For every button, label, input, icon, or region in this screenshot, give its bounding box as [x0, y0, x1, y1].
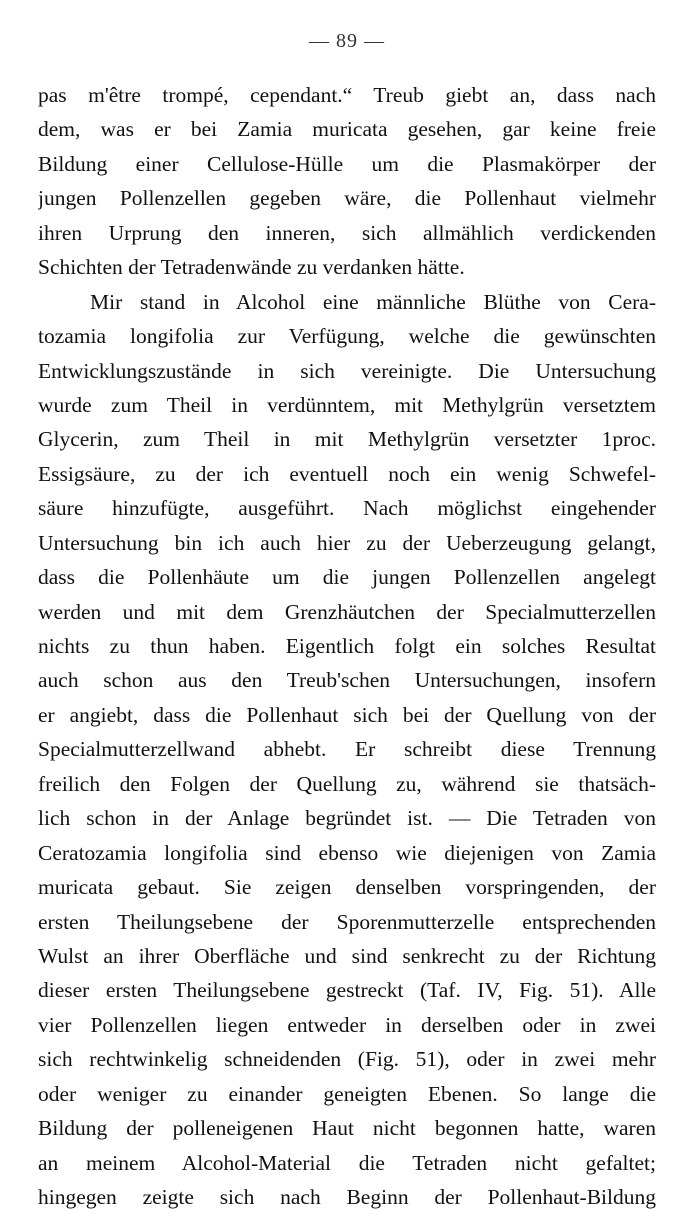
text-line: Bildung der polleneigenen Haut nicht begonnen hatte, waren	[38, 1116, 656, 1141]
text-line: jungen Pollenzellen gegeben wäre, die Pollenhaut vielmehr	[38, 186, 656, 211]
text-line: Specialmutterzellwand abhebt. Er schreibt diese Trennung	[38, 737, 656, 762]
text-line: tozamia longifolia zur Verfügung, welche die gewünschten	[38, 324, 656, 349]
text-line: Entwicklungszustände in sich vereinigte. Die Untersuchung	[38, 358, 656, 383]
text-line: dass die Pollenhäute um die jungen Pollenzellen angelegt	[38, 565, 656, 590]
text-line: freilich den Folgen der Quellung zu, während sie thatsäch-	[38, 771, 656, 796]
text-line: vier Pollenzellen liegen entweder in derselben oder in zwei	[38, 1012, 656, 1037]
text-line: Ceratozamia longifolia sind ebenso wie diejenigen von Zamia	[38, 840, 656, 865]
text-line: wurde zum Theil in verdünntem, mit Methylgrün versetztem	[38, 392, 656, 417]
text-line: auch schon aus den Treub'schen Untersuchungen, insofern	[38, 668, 656, 693]
text-line: nichts zu thun haben. Eigentlich folgt ein solches Resultat	[38, 634, 656, 658]
text-line: Bildung einer Cellulose-Hülle um die Plasmakörper der	[38, 151, 656, 176]
text-line: muricata gebaut. Sie zeigen denselben vorspringenden, der	[38, 875, 656, 900]
text-line: sich rechtwinkelig schneidenden (Fig. 51), oder in zwei mehr	[38, 1047, 656, 1072]
text-line: Schichten der Tetradenwände zu verdanken hätte.	[38, 255, 465, 280]
text-line: oder weniger zu einander geneigten Ebenen. So lange die	[38, 1081, 656, 1106]
text-line: lich schon in der Anlage begründet ist. — Die Tetraden von	[38, 806, 656, 831]
text-line: Wulst an ihrer Oberfläche und sind senkrecht zu der Richtung	[38, 943, 656, 968]
text-line: ihren Urprung den inneren, sich allmählich verdickenden	[38, 220, 656, 245]
body-text	[38, 78, 656, 1214]
text-line: dieser ersten Theilungsebene gestreckt (Taf. IV, Fig. 51). Alle	[38, 978, 656, 1003]
text-line: er angiebt, dass die Pollenhaut sich bei der Quellung von der	[38, 702, 656, 727]
text-line: pas m'être trompé, cependant.“ Treub giebt an, dass nach	[38, 83, 656, 107]
text-line: hingegen zeigte sich nach Beginn der Pollenhaut-Bildung	[38, 1185, 656, 1209]
page-number-header: — 89 —	[309, 30, 385, 52]
text-line: Untersuchung bin ich auch hier zu der Ueberzeugung gelangt,	[38, 530, 656, 555]
text-line: an meinem Alcohol-Material die Tetraden nicht gefaltet;	[38, 1150, 656, 1175]
text-line: Essigsäure, zu der ich eventuell noch ein wenig Schwefel-	[38, 461, 656, 486]
text-line: Mir stand in Alcohol eine männliche Blüthe von Cera-	[90, 289, 656, 314]
text-line: werden und mit dem Grenzhäutchen der Specialmutterzellen	[38, 599, 656, 624]
text-line: ersten Theilungsebene der Sporenmutterzelle entsprechenden	[38, 909, 656, 934]
text-line: dem, was er bei Zamia muricata gesehen, gar keine freie	[38, 117, 656, 142]
text-line: säure hinzufügte, ausgeführt. Nach möglichst eingehender	[38, 496, 656, 521]
text-line: Glycerin, zum Theil in mit Methylgrün versetzter 1proc.	[38, 427, 656, 452]
